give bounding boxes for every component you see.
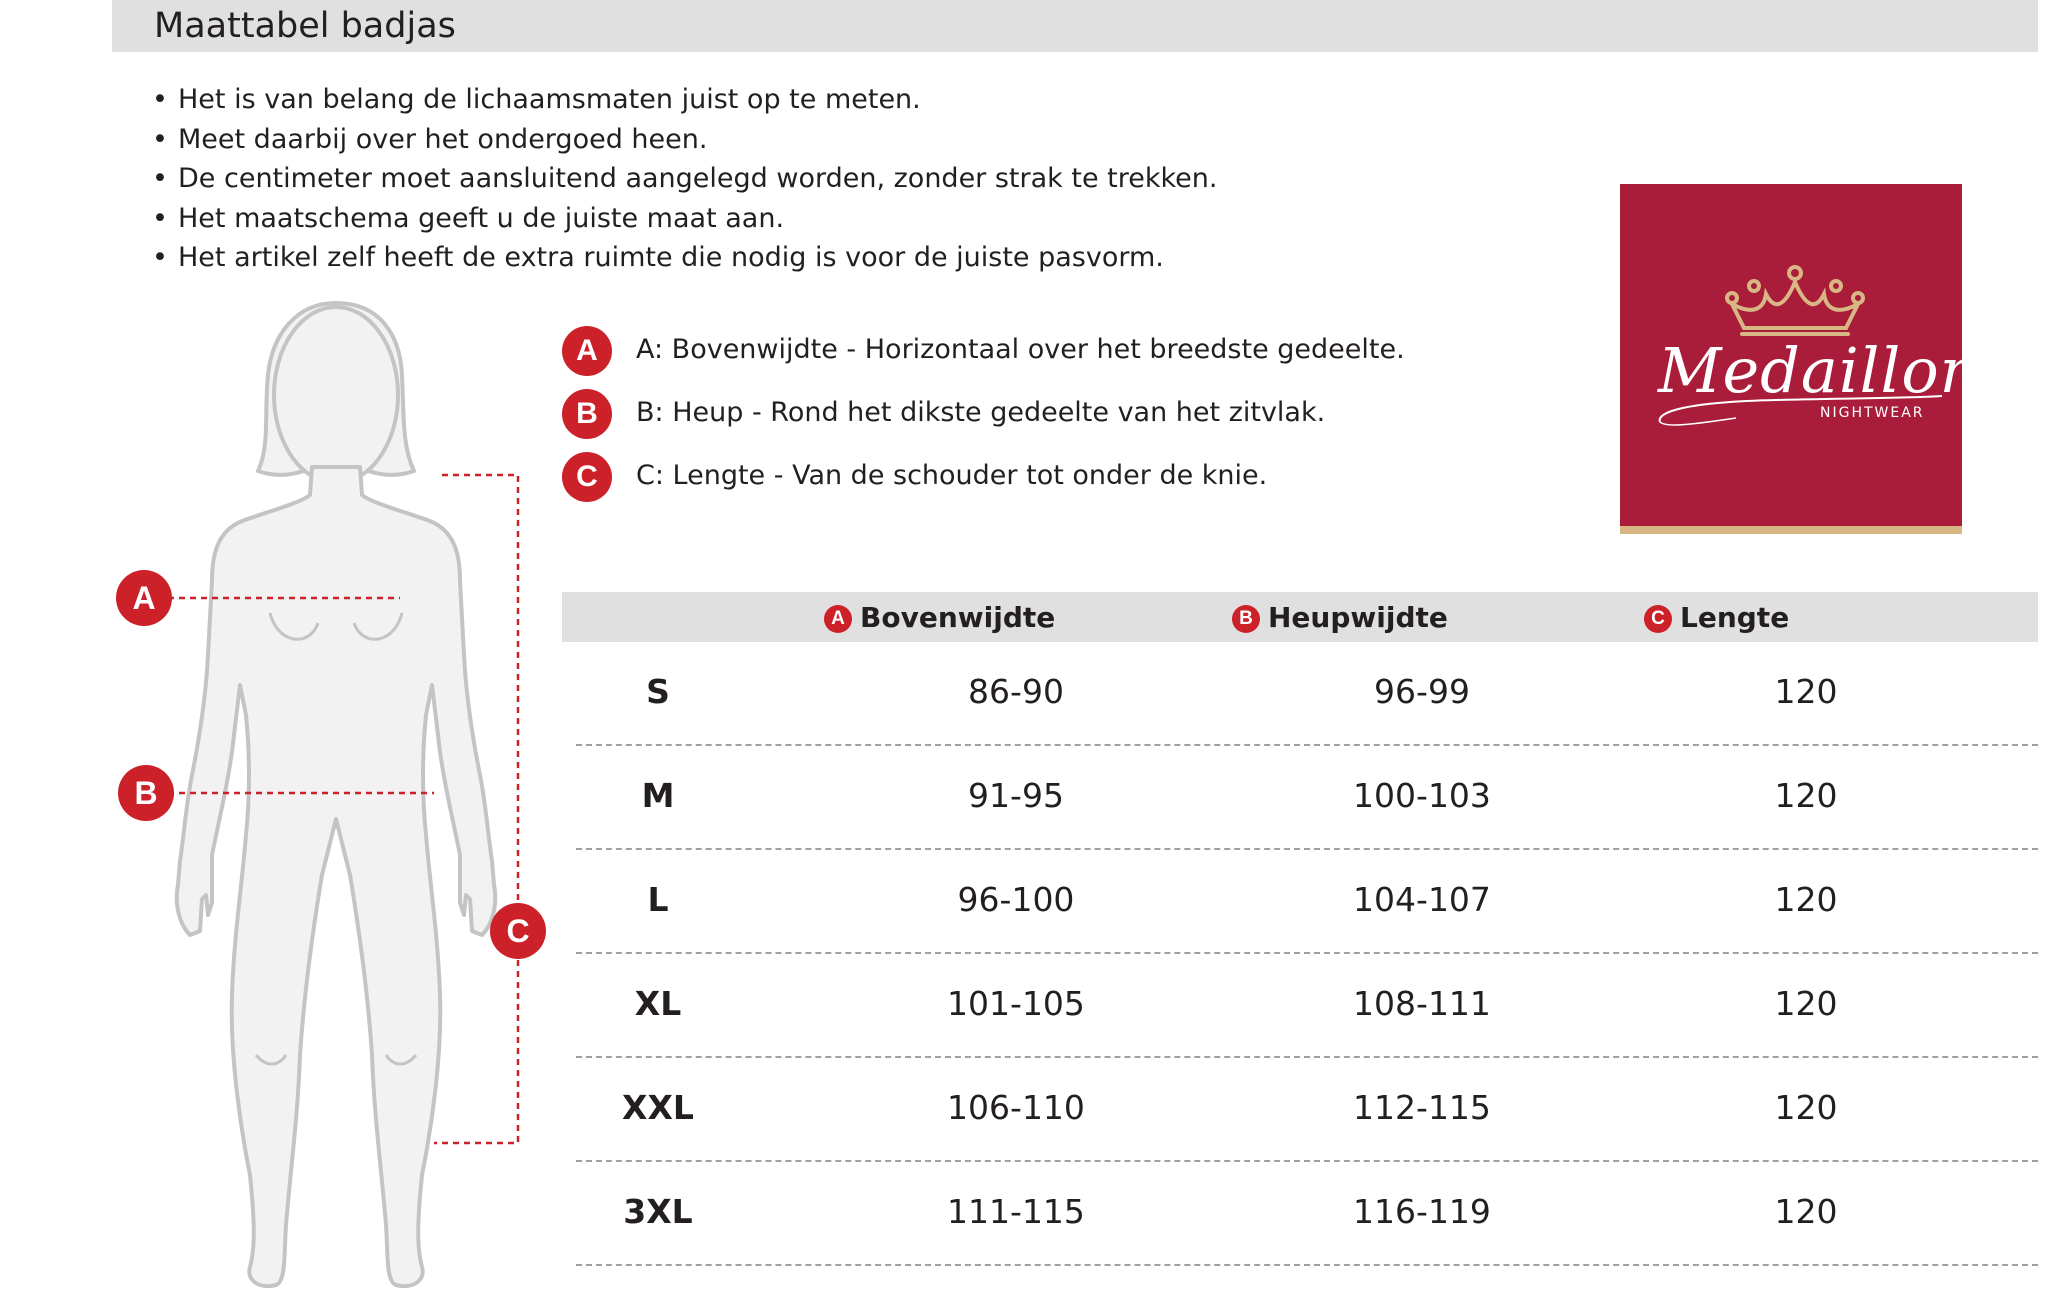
column-header-label: Lengte	[1680, 601, 1790, 634]
bovenwijdte-cell: 86-90	[968, 672, 1064, 711]
marker-c-label: C	[506, 913, 530, 949]
column-header-label: Heupwijdte	[1268, 601, 1448, 634]
brand-subtitle: NIGHTWEAR	[1820, 405, 1925, 421]
lengte-cell: 120	[1774, 672, 1838, 711]
badge-a: A	[562, 326, 612, 376]
badge-b: B	[1232, 605, 1260, 633]
body-figure	[100, 295, 560, 1293]
bovenwijdte-cell: 101-105	[947, 984, 1085, 1023]
size-cell: XXL	[622, 1088, 694, 1127]
title-bar	[112, 0, 2038, 52]
table-row	[576, 1056, 2038, 1162]
size-cell: XL	[634, 984, 682, 1023]
crown-icon	[1724, 264, 1866, 338]
legend-text: C: Lengte - Van de schouder tot onder de knie.	[636, 460, 1268, 491]
brand-logo	[1620, 184, 1981, 526]
heupwijdte-cell: 108-111	[1353, 984, 1491, 1023]
marker-a-label: A	[132, 580, 156, 616]
brand-name: Medaillon	[1658, 334, 1981, 407]
legend-text: B: Heup - Rond het dikste gedeelte van het zitvlak.	[636, 397, 1326, 428]
lengte-cell: 120	[1774, 776, 1838, 815]
heupwijdte-cell: 112-115	[1353, 1088, 1491, 1127]
tip-item: • Het artikel zelf heeft de extra ruimte die nodig is voor de juiste pasvorm.	[152, 238, 1218, 278]
tip-item: • Meet daarbij over het ondergoed heen.	[152, 120, 1218, 160]
tip-item: • Het maatschema geeft u de juiste maat aan.	[152, 199, 1218, 239]
legend-text: A: Bovenwijdte - Horizontaal over het breedste gedeelte.	[636, 334, 1405, 365]
table-row	[576, 1160, 2038, 1266]
logo-gold-strip	[1620, 526, 1962, 534]
legend-item-c	[562, 452, 1462, 502]
size-cell: M	[641, 776, 675, 815]
badge-c: C	[1644, 605, 1672, 633]
tip-item: • Het is van belang de lichaamsmaten juist op te meten.	[152, 80, 1218, 120]
bovenwijdte-cell: 111-115	[947, 1192, 1085, 1231]
legend-item-a	[562, 326, 1462, 376]
marker-c	[490, 903, 546, 959]
bovenwijdte-cell: 91-95	[968, 776, 1064, 815]
size-cell: L	[647, 880, 669, 919]
lengte-cell: 120	[1774, 1192, 1838, 1231]
measurement-tips	[152, 80, 1218, 278]
column-header-lengte	[1644, 601, 1789, 634]
marker-b-label: B	[134, 775, 158, 811]
legend-item-b	[562, 389, 1462, 439]
table-row	[576, 744, 2038, 850]
lengte-cell: 120	[1774, 984, 1838, 1023]
column-header-label: Bovenwijdte	[860, 601, 1056, 634]
heupwijdte-cell: 104-107	[1353, 880, 1491, 919]
bovenwijdte-cell: 96-100	[957, 880, 1075, 919]
table-row	[576, 952, 2038, 1058]
heupwijdte-cell: 116-119	[1353, 1192, 1491, 1231]
size-cell: S	[646, 672, 670, 711]
bovenwijdte-cell: 106-110	[947, 1088, 1085, 1127]
size-cell: 3XL	[623, 1192, 693, 1231]
heupwijdte-cell: 96-99	[1374, 672, 1470, 711]
table-row	[576, 640, 2038, 746]
badge-c: C	[562, 452, 612, 502]
body-silhouette	[177, 303, 496, 1286]
column-header-heupwijdte	[1232, 601, 1448, 634]
column-header-bovenwijdte	[824, 601, 1055, 634]
page-title: Maattabel badjas	[154, 6, 456, 46]
table-row	[576, 848, 2038, 954]
size-table-header	[562, 592, 2038, 642]
lengte-cell: 120	[1774, 1088, 1838, 1127]
marker-a	[116, 570, 172, 626]
heupwijdte-cell: 100-103	[1353, 776, 1491, 815]
badge-a: A	[824, 605, 852, 633]
tip-item: • De centimeter moet aansluitend aangelegd worden, zonder strak te trekken.	[152, 159, 1218, 199]
badge-b: B	[562, 389, 612, 439]
marker-b	[118, 765, 174, 821]
lengte-cell: 120	[1774, 880, 1838, 919]
